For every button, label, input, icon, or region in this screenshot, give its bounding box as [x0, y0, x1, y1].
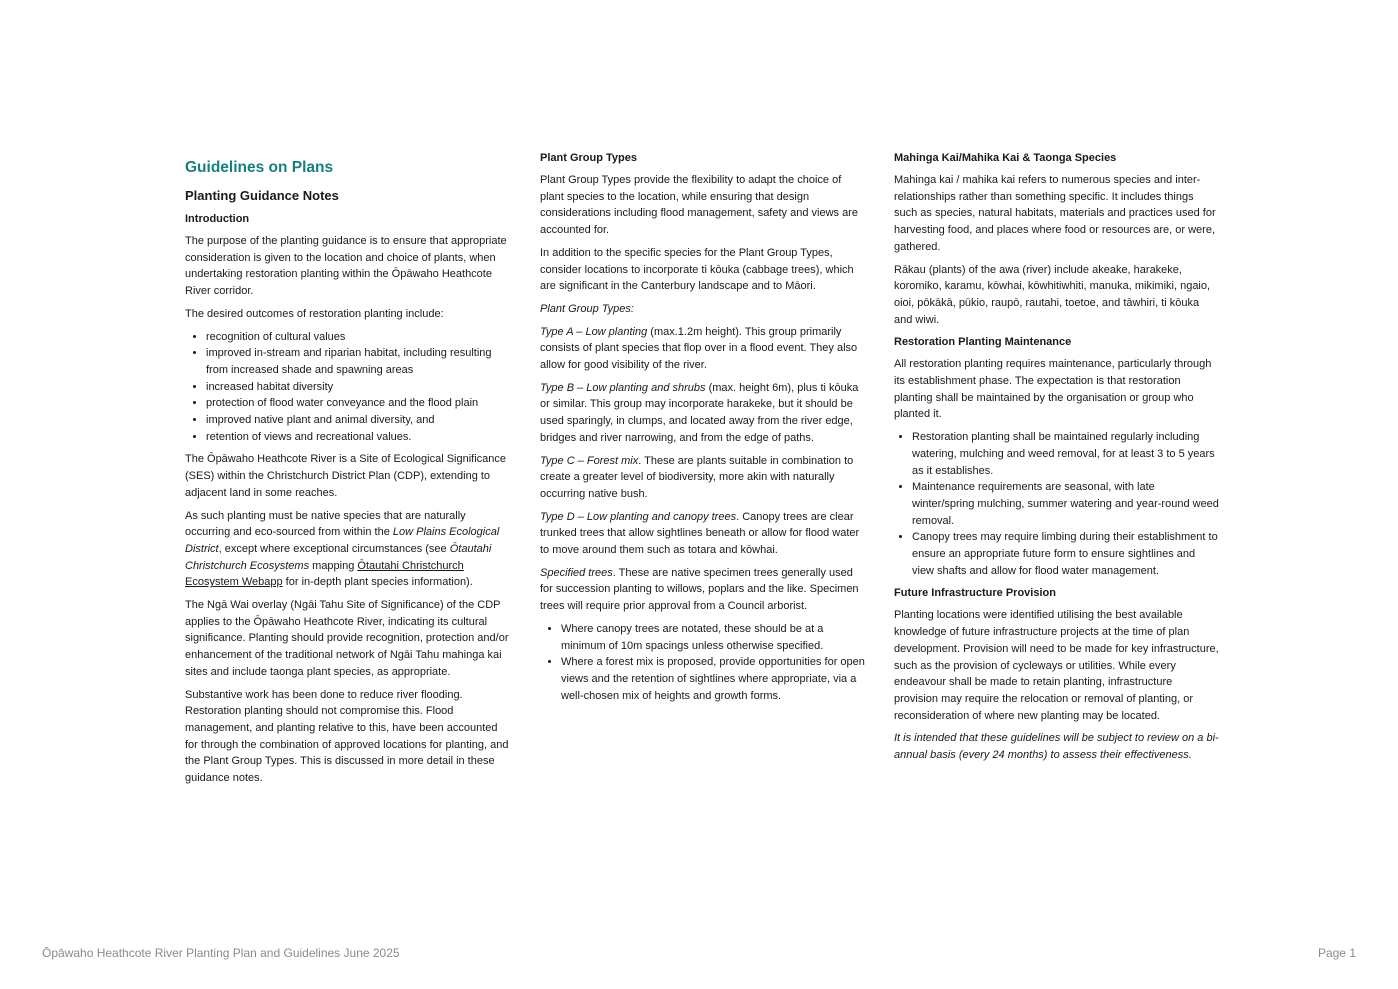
section-subtitle: Planting Guidance Notes — [185, 188, 339, 203]
list-item: • recognition of cultural values — [206, 329, 511, 346]
paragraph: The desired outcomes of restoration planting include: — [185, 307, 444, 320]
specified-trees-label: Specified trees — [540, 566, 613, 579]
type-b-paragraph — [540, 380, 865, 447]
type-d-paragraph — [540, 509, 865, 559]
maintenance-heading: Restoration Planting Maintenance — [894, 336, 1072, 349]
list-item: • protection of flood water conveyance and the flood plain — [206, 395, 511, 412]
paragraph: The purpose of the planting guidance is to ensure that appropriate consideration is given to the location and choice of plants, when undertaking restoration planting within the Ōpāwaho Heathcote River corridor. — [185, 235, 507, 298]
specified-trees-paragraph — [540, 565, 865, 615]
paragraph: Plant Group Types provide the flexibility to adapt the choice of plant species to the location, while ensuring that design considerations including flood management, safety and views are accounted for. — [540, 174, 858, 237]
list-item: • Where a forest mix is proposed, provide opportunities for open views and the retention of sightlines where appropriate, via a well-chosen mix of heights and growth forms. — [561, 654, 865, 704]
text-run-italic: Ōtautahi Christchurch Ecosystems — [185, 542, 492, 572]
text-run: , except where exceptional circumstances (see — [218, 542, 450, 555]
types-label: Plant Group Types: — [540, 302, 634, 315]
paragraph — [185, 508, 511, 592]
footer-document-title: Ōpāwaho Heathcote River Planting Plan and Guidelines June 2025 — [42, 946, 400, 960]
list-item: • Maintenance requirements are seasonal, with late winter/spring mulching, summer watering and year-round weed removal. — [912, 479, 1219, 529]
paragraph: The Ōpāwaho Heathcote River is a Site of Ecological Significance (SES) within the Christchurch District Plan (CDP), extending to adjacent land in some reaches. — [185, 453, 507, 499]
mahinga-kai-heading: Mahinga Kai/Mahika Kai & Taonga Species — [894, 152, 1117, 164]
paragraph: Rākau (plants) of the awa (river) include akeake, harakeke, koromiko, karamu, kōwhai, kōwhitiwhiti, manuka, mikimiki, ngaio, oioi, pōkākā, pūkio, raupō, rautahi, toetoe, and tāwhiri, ti kōuka and wiwi. — [894, 263, 1211, 326]
paragraph: In addition to the specific species for the Plant Group Types, consider locations to incorporate ti kōuka (cabbage trees), which are significant in the Canterbury landscape and to Māori. — [540, 246, 854, 293]
column-middle — [540, 150, 865, 710]
type-a-paragraph — [540, 324, 865, 374]
text-run: As such planting must be native species that are naturally occurring and eco-sourced from within the — [185, 509, 466, 539]
list-item: • improved in-stream and riparian habitat, including resulting from increased shade and spawning areas — [206, 345, 511, 378]
type-c-label: Type C – Forest mix — [540, 454, 639, 467]
paragraph: All restoration planting requires maintenance, particularly through its establishment phase. The expectation is that restoration planting shall be maintained by the organisation or group who planted it. — [894, 358, 1212, 421]
type-b-label: Type B – Low planting and shrubs — [540, 381, 706, 394]
intro-heading: Introduction — [185, 213, 250, 225]
text-run: . These are native specimen trees generally used for succession planting to willows, poplars and the like. Specimen trees will require prior approval from a Council arborist. — [540, 566, 859, 613]
text-run: (max.1.2m height). This group primarily consists of plant species that flop over in a flood event. They also allow for good visibility of the river. — [540, 325, 858, 372]
list-item: • Restoration planting shall be maintained regularly including watering, mulching and weed removal, for at least 3 to 5 years as it establishes. — [912, 429, 1219, 479]
list-item: • increased habitat diversity — [206, 379, 511, 396]
paragraph: Planting locations were identified utilising the best available knowledge of future infrastructure projects at the time of plan development. Provision will need to be made for key infrastructure, such as the provision of cycleways or utilities. While every endeavour shall be made to retain planting, infrastructure provision may require the relocation or removal of planting, or reconsideration of where new planting may be located. — [894, 609, 1219, 722]
maintenance-bullets — [894, 429, 1219, 579]
text-run: for in-depth plant species information). — [282, 576, 473, 589]
text-run: . Canopy trees are clear trunked trees that allow sightlines beneath or allow for flood water to move around them such as totara and kōwhai. — [540, 510, 860, 557]
paragraph: The Ngā Wai overlay (Ngāi Tahu Site of Significance) of the CDP applies to the Ōpāwaho Heathcote River, indicating its cultural significance. Planting should provide recognition, protection and/or enhancement of the traditional network of Ngāi Tahu mahinga kai sites and include taonga plant species, as appropriate. — [185, 599, 509, 678]
column-left — [185, 158, 511, 793]
paragraph: Mahinga kai / mahika kai refers to numerous species and inter-relationships rather than something specific. It includes things such as species, natural habitats, materials and practices used for harvesting food, and places where food or resources are, or were, gathered. — [894, 174, 1216, 253]
type-a-label: Type A – Low planting — [540, 325, 648, 338]
text-run-italic: Low Plains Ecological District — [185, 526, 500, 555]
review-note: It is intended that these guidelines will be subject to review on a bi-annual basis (every 24 months) to assess their effectiveness. — [894, 732, 1219, 762]
footer-page-number: Page 1 — [1317, 946, 1356, 960]
plant-group-types-heading: Plant Group Types — [540, 152, 637, 164]
text-run: mapping — [309, 559, 358, 572]
text-run: . These are plants suitable in combination to create a greater level of biodiversity, more akin with naturally occurring native bush. — [540, 454, 854, 500]
outcomes-list — [185, 329, 511, 446]
list-item: • Canopy trees may require limbing during their establishment to ensure an appropriate future form to ensure sightlines and view shafts and allow for flood water management. — [912, 529, 1219, 579]
list-item: • improved native plant and animal diversity, and — [206, 412, 511, 429]
page-title: Guidelines on Plans — [185, 159, 334, 176]
list-item: • retention of views and recreational values. — [206, 429, 511, 446]
column-right — [894, 150, 1219, 770]
list-item: • Where canopy trees are notated, these should be at a minimum of 10m spacings unless otherwise specified. — [561, 621, 865, 654]
planting-bullets — [540, 621, 865, 705]
ecosystem-webapp-link[interactable]: Ōtautahi Christchurch Ecosystem Webapp — [185, 559, 464, 589]
paragraph: Substantive work has been done to reduce river flooding. Restoration planting should not compromise this. Flood management, and planting relative to this, have been accounted for through the combination of approved locations for planting, and the Plant Group Types. This is discussed in more detail in these guidance notes. — [185, 688, 509, 785]
text-run: (max. height 6m), plus ti kōuka or similar. This group may incorporate harakeke, but it should be used sparingly, in clumps, and located away from the river edge, bridges and river narrowing, and from the edge of paths. — [540, 381, 859, 444]
type-c-paragraph — [540, 453, 865, 503]
infrastructure-heading: Future Infrastructure Provision — [894, 587, 1056, 600]
type-d-label: Type D – Low planting and canopy trees — [540, 510, 737, 523]
